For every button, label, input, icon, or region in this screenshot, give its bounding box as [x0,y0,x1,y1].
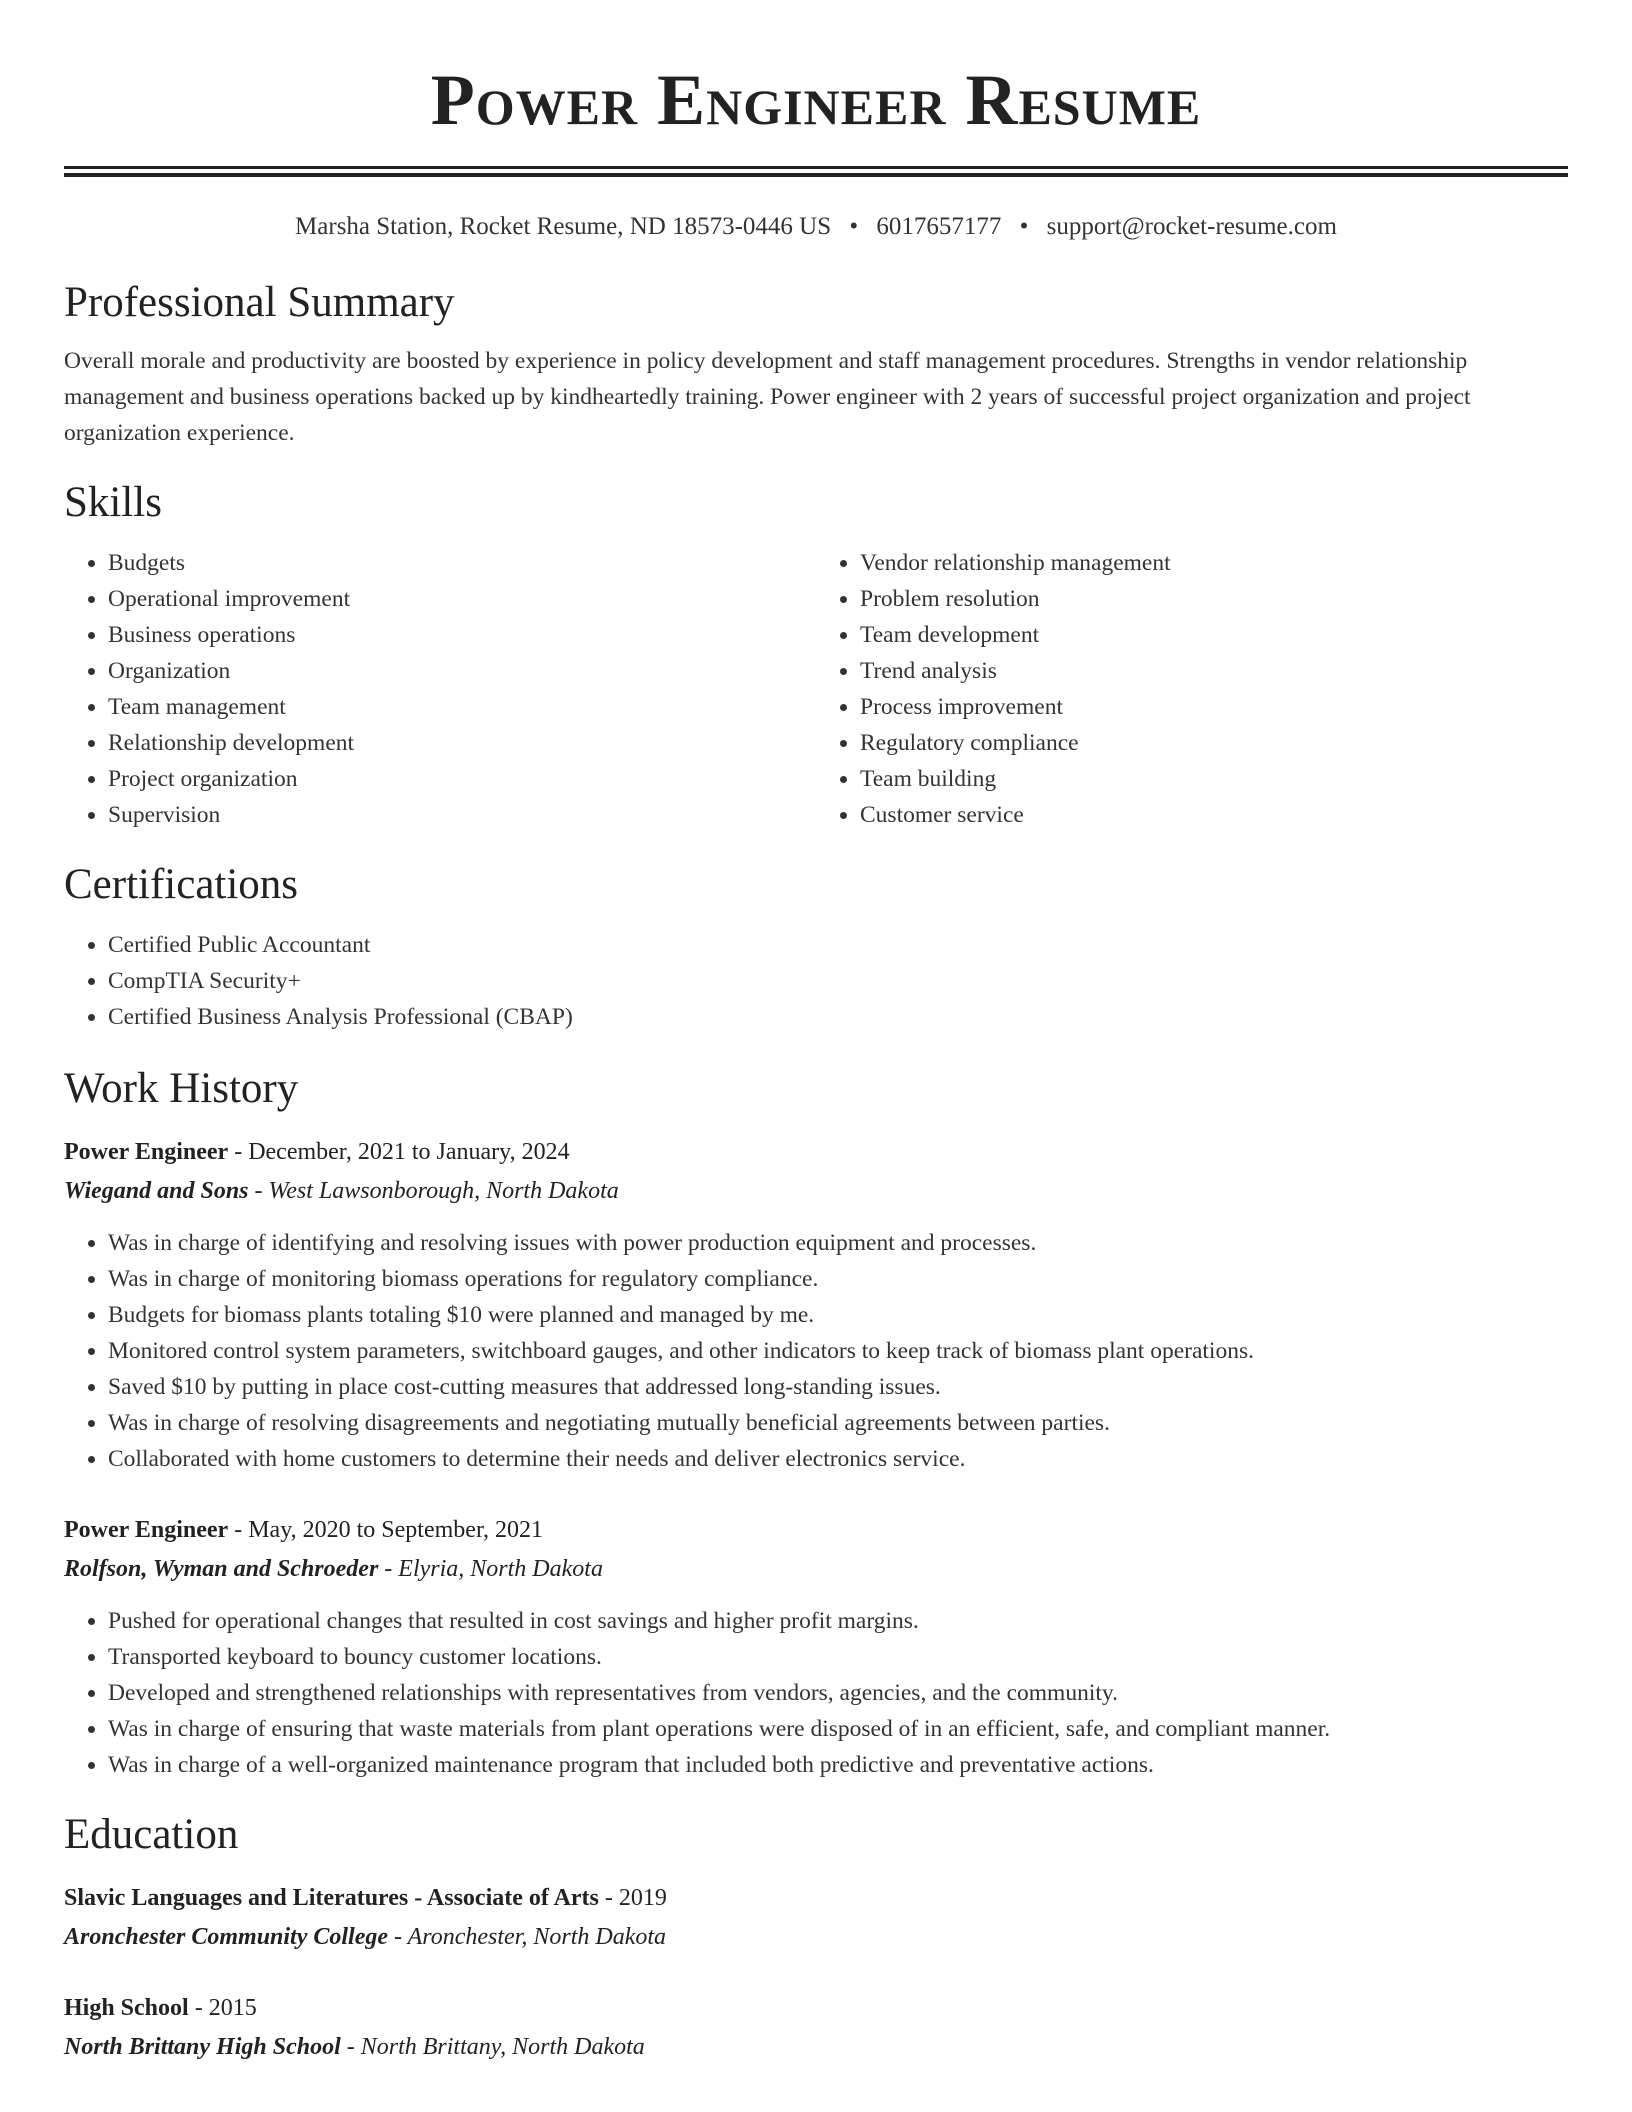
skill-item: • Organization [108,653,816,689]
skill-item: • Business operations [108,617,816,653]
contact-separator: • [849,213,859,240]
education-entry [64,1879,1568,1957]
job-duty: • Budgets for biomass plants totaling $10 were planned and managed by me. [108,1297,1568,1333]
job-title: Power Engineer [64,1139,229,1165]
certification-item: • CompTIA Security+ [108,963,1568,999]
contact-email: support@rocket-resume.com [1046,213,1337,240]
skill-item: • Project organization [108,761,816,797]
title-divider [64,166,1568,177]
education-entry [64,1989,1568,2067]
education-year: - 2015 [188,1995,257,2021]
job-duties-list [64,1225,1568,1477]
skills-columns [64,545,1568,833]
skill-item: • Trend analysis [860,653,1568,689]
contact-line [64,211,1568,243]
education-degree: High School [64,1995,189,2021]
job-location: - Elyria, North Dakota [378,1556,603,1582]
resume-page [64,0,1568,2067]
job-duty: • Was in charge of identifying and resolving issues with power production equipment and processes. [108,1225,1568,1261]
skill-item: • Team management [108,689,816,725]
job-title-line [64,1133,1568,1171]
education-school: North Brittany High School [64,2034,341,2060]
education-location: - Aronchester, North Dakota [388,1924,667,1950]
job-duty: • Collaborated with home customers to determine their needs and deliver electronics service. [108,1441,1568,1477]
education-school-line [64,1917,1568,1957]
skill-item: • Regulatory compliance [860,725,1568,761]
education-year: - 2019 [598,1885,667,1911]
skill-item: • Relationship development [108,725,816,761]
job-duty: • Saved $10 by putting in place cost-cutting measures that addressed long-standing issues. [108,1369,1568,1405]
certification-item: • Certified Public Accountant [108,927,1568,963]
education-location: - North Brittany, North Dakota [340,2034,645,2060]
certifications-heading: Certifications [64,861,299,908]
education-school: Aronchester Community College [64,1924,389,1950]
job-entry [64,1511,1568,1783]
skill-item: • Problem resolution [860,581,1568,617]
job-company-line [64,1171,1568,1211]
job-dates: - December, 2021 to January, 2024 [228,1139,570,1165]
skill-item: • Budgets [108,545,816,581]
contact-separator: • [1019,213,1029,240]
job-duty: • Transported keyboard to bouncy customer locations. [108,1639,1568,1675]
skill-item: • Customer service [860,797,1568,833]
contact-phone: 6017657177 [876,213,1002,240]
education-heading: Education [64,1811,239,1858]
education-school-line [64,2027,1568,2067]
job-company: Wiegand and Sons [64,1178,249,1204]
education-degree-line [64,1879,1568,1917]
summary-heading: Professional Summary [64,279,455,326]
skill-item: • Process improvement [860,689,1568,725]
job-company-line [64,1549,1568,1589]
skill-item: • Operational improvement [108,581,816,617]
job-duty: • Developed and strengthened relationships with representatives from vendors, agencies, and the community. [108,1675,1568,1711]
job-title: Power Engineer [64,1517,229,1543]
job-company: Rolfson, Wyman and Schroeder [64,1556,379,1582]
job-duty: • Was in charge of a well-organized maintenance program that included both predictive and preventative actions. [108,1747,1568,1783]
job-dates: - May, 2020 to September, 2021 [228,1517,543,1543]
job-duty: • Pushed for operational changes that resulted in cost savings and higher profit margins. [108,1603,1568,1639]
skills-right-list [816,545,1568,833]
job-entry [64,1133,1568,1477]
job-duty: • Was in charge of ensuring that waste materials from plant operations were disposed of in an efficient, safe, and compliant manner. [108,1711,1568,1747]
education-degree-line [64,1989,1568,2027]
certification-item: • Certified Business Analysis Professional (CBAP) [108,999,1568,1035]
job-title-line [64,1511,1568,1549]
certifications-list [64,927,1568,1035]
job-duty: • Was in charge of monitoring biomass operations for regulatory compliance. [108,1261,1568,1297]
resume-title: Power Engineer Resume [430,60,1202,140]
skill-item: • Vendor relationship management [860,545,1568,581]
contact-address: Marsha Station, Rocket Resume, ND 18573-0446 US [295,213,832,240]
skills-left-list [64,545,816,833]
summary-text: Overall morale and productivity are boosted by experience in policy development and staff management procedures. Strengths in vendor relationship management and business operations backed up by kindheartedly training. Power engineer with 2 years of successful project organization and project organization experience. [64,348,1471,446]
job-duty: • Monitored control system parameters, switchboard gauges, and other indicators to keep track of biomass plant operations. [108,1333,1568,1369]
skill-item: • Team building [860,761,1568,797]
job-location: - West Lawsonborough, North Dakota [248,1178,619,1204]
job-duties-list [64,1603,1568,1783]
skill-item: • Supervision [108,797,816,833]
education-degree: Slavic Languages and Literatures - Associate of Arts [64,1885,599,1911]
work-history-heading: Work History [64,1065,299,1112]
job-duty: • Was in charge of resolving disagreements and negotiating mutually beneficial agreements between parties. [108,1405,1568,1441]
skills-heading: Skills [64,479,162,526]
skill-item: • Team development [860,617,1568,653]
